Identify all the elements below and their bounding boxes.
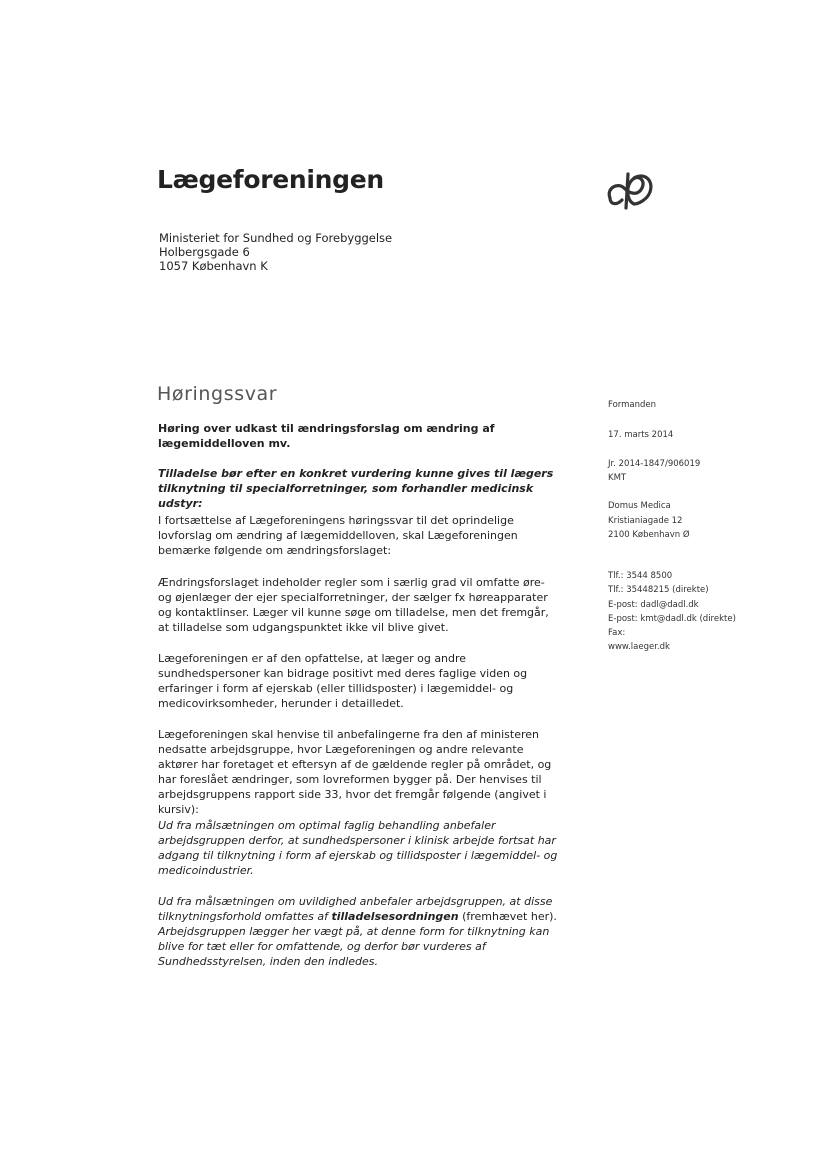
subheading: Tilladelse bør efter en konkret vurdering kunne gives til lægers tilknytning til specialforretninger, som forhandler medicinsk udstyr: [158, 467, 554, 510]
recipient-line-3: 1057 København K [159, 259, 268, 273]
serpent-staff-icon [604, 170, 656, 210]
journal-number: Jr. 2014-1847/906019 [608, 459, 701, 469]
phone-direct: Tlf.: 35448215 (direkte) [608, 585, 709, 595]
quote-2 [158, 894, 568, 969]
website-link[interactable]: www.laeger.dk [608, 642, 670, 652]
subject-line: Høring over udkast til ændringsforslag om ændring af lægemiddelloven mv. [158, 422, 495, 450]
organization-name: Lægeforeningen [157, 165, 384, 194]
sender-address-2: Kristianiagade 12 [608, 516, 683, 526]
document-title: Høringssvar [157, 383, 278, 405]
sender-role: Formanden [608, 400, 657, 410]
initials: KMT [608, 473, 627, 483]
paragraph-3: Lægeforeningen er af den opfattelse, at læger og andre sundhedspersoner kan bidrage positivt med deres faglige viden og erfaringer i form af ejerskab (eller tillidsposter) i lægemiddel- og medicovirksomheder, herunder i detailledet. [158, 652, 528, 710]
quote-2-part-a: Ud fra målsætningen om uvildighed anbefaler arbejdsgruppen, at disse tilknytningsforhold omfattes af [158, 895, 553, 923]
quote-2-emphasis: tilladelsesordningen [331, 910, 459, 923]
paragraph-4: Lægeforeningen skal henvise til anbefalingerne fra den af ministeren nedsatte arbejdsgruppe, hvor Lægeforeningen og andre relevante aktører har foretaget et eftersyn af de gældende regler på området, og har foreslået ændringer, som lovreformen bygger på. Der henvises til arbejdsgruppens rapport side 33, hvor det fremgår følgende (angivet i kursiv): [158, 728, 552, 816]
recipient-line-1: Ministeriet for Sundhed og Forebyggelse [159, 231, 393, 245]
quote-2-part-b: (fremhævet her). [458, 910, 557, 923]
recipient-line-2: Holbergsgade 6 [159, 245, 250, 259]
fax: Fax: [608, 628, 626, 638]
paragraph-2: Ændringsforslaget indeholder regler som i særlig grad vil omfatte øre- og øjenlæger der ejer specialforretninger, der sælger fx høreapparater og kontaktlinser. Læger vil kunne søge om tilladelse, men det fremgår, at tilladelse som udgangspunktet ikke vil blive givet. [158, 576, 549, 634]
quote-2-part-c: Arbejdsgruppen lægger her vægt på, at denne form for tilknytning kan blive for tæt eller for omfattende, og derfor bør vurderes af Sundhedsstyrelsen, inden den indledes. [158, 925, 550, 968]
email: E-post: dadl@dadl.dk [608, 600, 699, 610]
paragraph-1: I fortsættelse af Lægeforeningens høringssvar til det oprindelige lovforslag om ændring af lægemiddelloven, skal Lægeforeningen bemærke følgende om ændringsforslaget: [158, 514, 518, 557]
phone: Tlf.: 3544 8500 [608, 571, 673, 581]
quote-1: Ud fra målsætningen om optimal faglig behandling anbefaler arbejdsgruppen derfor, at sundhedspersoner i klinisk arbejde fortsat har adgang til tilknytning i form af ejerskab og tillidsposter i lægemiddel- og medicoindustrier. [158, 819, 558, 877]
sender-address-1: Domus Medica [608, 501, 671, 511]
sender-address-3: 2100 København Ø [608, 530, 690, 540]
letter-date: 17. marts 2014 [608, 430, 674, 440]
email-direct: E-post: kmt@dadl.dk (direkte) [608, 614, 736, 624]
